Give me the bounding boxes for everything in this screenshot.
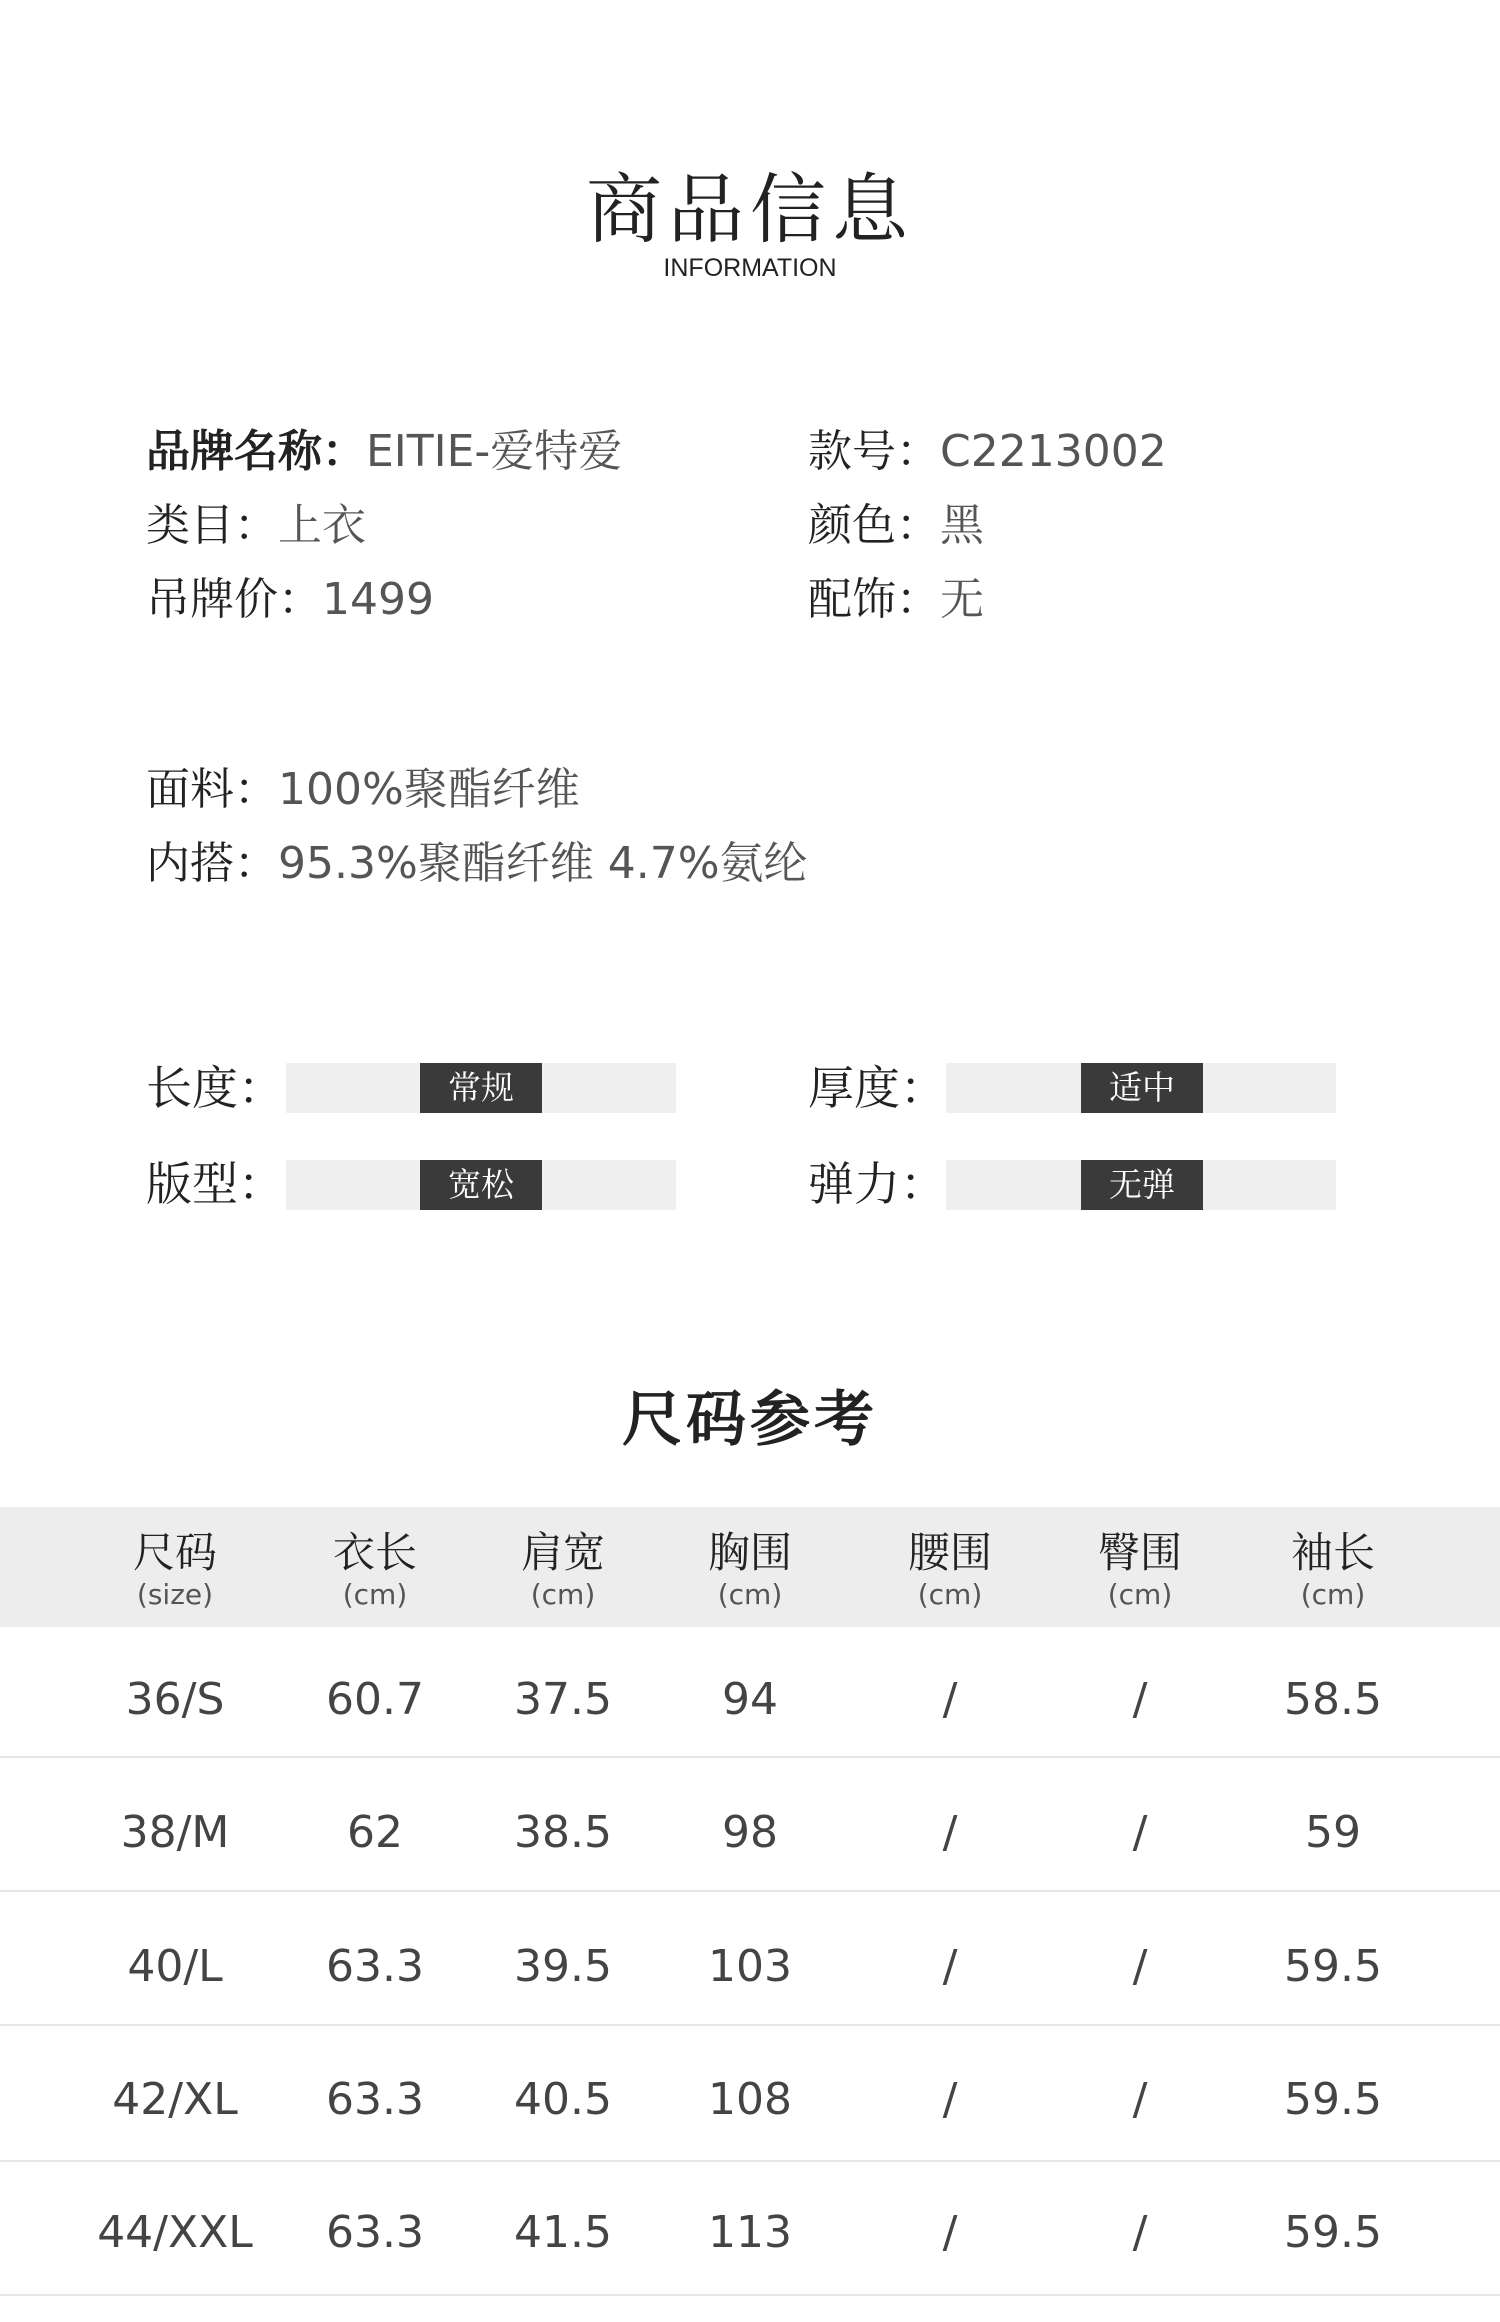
table-cell: 108 [708, 2074, 792, 2125]
header-waist-unit: (cm) [917, 1578, 983, 1611]
header-waist: 腰围 [907, 1528, 992, 1577]
fabric-row [146, 760, 580, 820]
table-cell: 60.7 [326, 1674, 424, 1725]
table-cell: / [1132, 1674, 1148, 1725]
table-cell: / [942, 1941, 958, 1992]
header-length-unit: (cm) [342, 1578, 408, 1611]
header-hip-unit: (cm) [1107, 1578, 1173, 1611]
brand-row [146, 422, 622, 482]
lining-row [146, 834, 808, 894]
style-no-label: 款号： [808, 426, 940, 477]
table-cell: / [942, 1674, 958, 1725]
table-cell: 59.5 [1284, 2074, 1382, 2125]
table-cell: / [1132, 1807, 1148, 1858]
page-subtitle: INFORMATION [663, 254, 837, 282]
header-sleeve-unit: (cm) [1300, 1578, 1366, 1611]
fabric-value: 100%聚酯纤维 [278, 764, 580, 815]
thickness-value-chip: 适中 [1081, 1063, 1203, 1113]
header-shoulder-unit: (cm) [530, 1578, 596, 1611]
elasticity-label: 弹力： [808, 1157, 946, 1211]
color-row [808, 496, 984, 556]
table-cell: 59.5 [1284, 1941, 1382, 1992]
fabric-label: 面料： [146, 764, 278, 815]
style-no-row [808, 422, 1167, 482]
table-cell: 98 [722, 1807, 778, 1858]
style-no-value: C2213002 [940, 426, 1167, 477]
lining-value: 95.3%聚酯纤维 4.7%氨纶 [278, 838, 808, 889]
table-cell: / [1132, 1941, 1148, 1992]
table-cell: 39.5 [514, 1941, 612, 1992]
price-value: 1499 [322, 574, 434, 625]
row-divider [0, 2294, 1500, 2296]
category-label: 类目： [146, 500, 278, 551]
accessory-value: 无 [940, 574, 984, 625]
table-cell: 58.5 [1284, 1674, 1382, 1725]
table-cell: 41.5 [514, 2207, 612, 2258]
table-cell: / [1132, 2074, 1148, 2125]
table-cell: 59 [1305, 1807, 1361, 1858]
table-cell: 113 [708, 2207, 792, 2258]
price-row [146, 570, 434, 630]
table-cell: 63.3 [326, 1941, 424, 1992]
row-divider [0, 2024, 1500, 2026]
fit-label: 版型： [146, 1157, 284, 1211]
table-cell: 63.3 [326, 2207, 424, 2258]
header-length: 衣长 [332, 1528, 417, 1577]
table-cell: 59.5 [1284, 2207, 1382, 2258]
length-label: 长度： [146, 1061, 284, 1115]
price-label: 吊牌价： [146, 574, 322, 625]
table-cell: 103 [708, 1941, 792, 1992]
header-chest: 胸围 [707, 1528, 792, 1577]
table-cell: 40/L [127, 1941, 223, 1992]
table-cell: 37.5 [514, 1674, 612, 1725]
table-cell: 63.3 [326, 2074, 424, 2125]
brand-value: EITIE-爱特爱 [366, 426, 623, 477]
brand-label: 品牌名称： [146, 426, 366, 477]
header-size-unit: (size) [136, 1578, 214, 1611]
row-divider [0, 1890, 1500, 1892]
table-cell: 62 [347, 1807, 403, 1858]
table-cell: 94 [722, 1674, 778, 1725]
table-cell: 36/S [125, 1674, 225, 1725]
size-section-title: 尺码参考 [622, 1385, 878, 1455]
header-shoulder: 肩宽 [520, 1528, 605, 1577]
page-title: 商品信息 [586, 165, 914, 254]
category-value: 上衣 [278, 500, 366, 551]
header-chest-unit: (cm) [717, 1578, 783, 1611]
category-row [146, 496, 366, 556]
row-divider [0, 2160, 1500, 2162]
table-cell: / [942, 2074, 958, 2125]
table-cell: 38/M [120, 1807, 230, 1858]
thickness-label: 厚度： [808, 1061, 946, 1115]
table-cell: 44/XXL [97, 2207, 253, 2258]
table-cell: 40.5 [514, 2074, 612, 2125]
table-cell: 42/XL [112, 2074, 238, 2125]
accessory-label: 配饰： [808, 574, 940, 625]
lining-label: 内搭： [146, 838, 278, 889]
elasticity-value-chip: 无弹 [1081, 1160, 1203, 1210]
length-value-chip: 常规 [420, 1063, 542, 1113]
row-divider [0, 1756, 1500, 1758]
header-hip: 臀围 [1097, 1528, 1182, 1577]
table-cell: / [942, 2207, 958, 2258]
table-cell: / [1132, 2207, 1148, 2258]
color-label: 颜色： [808, 500, 940, 551]
table-cell: 38.5 [514, 1807, 612, 1858]
header-size: 尺码 [132, 1528, 217, 1577]
header-sleeve: 袖长 [1290, 1528, 1375, 1577]
fit-value-chip: 宽松 [420, 1160, 542, 1210]
table-cell: / [942, 1807, 958, 1858]
color-value: 黑 [940, 500, 984, 551]
accessory-row [808, 570, 984, 630]
